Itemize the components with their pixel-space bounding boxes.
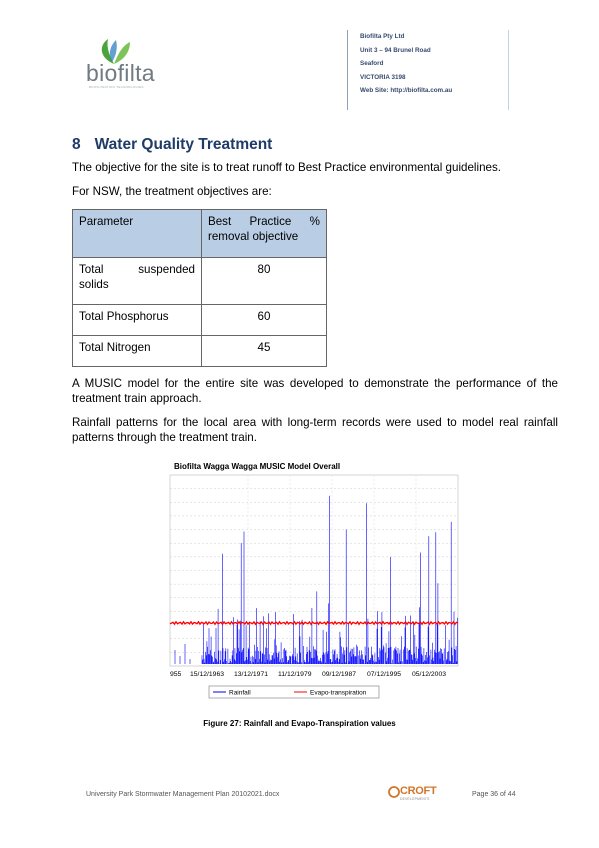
chart-legend bbox=[209, 686, 379, 698]
x-tick-label: 09/12/1987 bbox=[322, 671, 357, 678]
croft-logo bbox=[388, 784, 448, 804]
table-row bbox=[73, 258, 327, 305]
paragraph-rainfall: Rainfall patterns for the local area with long-term records were used to model real rainfall patterns through the treatment train. bbox=[72, 416, 558, 445]
rainfall-chart bbox=[166, 460, 462, 700]
address-line: Unit 3 – 94 Brunel Road bbox=[360, 46, 431, 54]
treatment-objectives-table bbox=[72, 209, 327, 367]
footer-page-number: Page 36 of 44 bbox=[472, 791, 516, 798]
company-address bbox=[360, 33, 452, 101]
address-line: Seaford bbox=[360, 60, 384, 67]
address-line: Biofilta Pty Ltd bbox=[360, 33, 405, 40]
figure-caption: Figure 27: Rainfall and Evapo-Transpiration values bbox=[203, 719, 396, 728]
footer-document-name: University Park Stormwater Management Plan 20102021.docx bbox=[86, 791, 280, 798]
table-cell-value: 80 bbox=[202, 258, 327, 305]
x-tick-label: 07/12/1995 bbox=[367, 671, 402, 678]
croft-swirl-icon bbox=[388, 786, 400, 798]
section-heading bbox=[72, 136, 272, 154]
x-tick-label: 13/12/1971 bbox=[234, 671, 269, 678]
table-header-cell: Parameter bbox=[73, 210, 202, 258]
croft-logo-text: CROFT bbox=[400, 785, 437, 797]
paragraph-music-model: A MUSIC model for the entire site was developed to demonstrate the performance of the treatment train approach. bbox=[72, 377, 558, 406]
section-number: 8 bbox=[72, 136, 81, 153]
legend-evap-label: Evapo-transpiration bbox=[310, 689, 367, 697]
logo-text: biofilta bbox=[86, 60, 155, 86]
paragraph-objective: The objective for the site is to treat runoff to Best Practice environmental guidelines. bbox=[72, 161, 501, 174]
x-tick-label: 05/12/2003 bbox=[412, 671, 447, 678]
chart-title: Biofilta Wagga Wagga MUSIC Model Overall bbox=[174, 462, 341, 471]
x-tick-label: 955 bbox=[170, 671, 182, 678]
section-title: Water Quality Treatment bbox=[94, 136, 273, 153]
table-row bbox=[73, 305, 327, 336]
x-tick-label: 15/12/1963 bbox=[190, 671, 225, 678]
legend-rainfall-label: Rainfall bbox=[229, 689, 251, 697]
paragraph-nsw: For NSW, the treatment objectives are: bbox=[72, 185, 272, 198]
table-cell-parameter: Total suspended solids bbox=[73, 258, 202, 305]
logo-tagline: BIOFILTRATION TECHNOLOGIES bbox=[89, 85, 144, 89]
table-row bbox=[73, 336, 327, 367]
table-header-cell bbox=[202, 210, 327, 258]
table-cell-parameter: Total Phosphorus bbox=[73, 305, 202, 336]
table-cell-value: 45 bbox=[202, 336, 327, 367]
table-header-row bbox=[73, 210, 327, 258]
header-divider-right bbox=[508, 30, 509, 110]
address-line: VICTORIA 3198 bbox=[360, 73, 406, 81]
address-line: Web Site: http://biofilta.com.au bbox=[360, 87, 453, 94]
biofilta-logo bbox=[86, 36, 166, 96]
table-cell-value: 60 bbox=[202, 305, 327, 336]
x-axis-ticks bbox=[170, 671, 446, 678]
croft-logo-subtext: DEVELOPMENTS bbox=[400, 797, 430, 801]
header-divider bbox=[347, 30, 348, 110]
table-cell-parameter: Total Nitrogen bbox=[73, 336, 202, 367]
x-tick-label: 11/12/1979 bbox=[278, 671, 312, 678]
header-removal-label: Best Practice % removal objective bbox=[208, 215, 320, 243]
